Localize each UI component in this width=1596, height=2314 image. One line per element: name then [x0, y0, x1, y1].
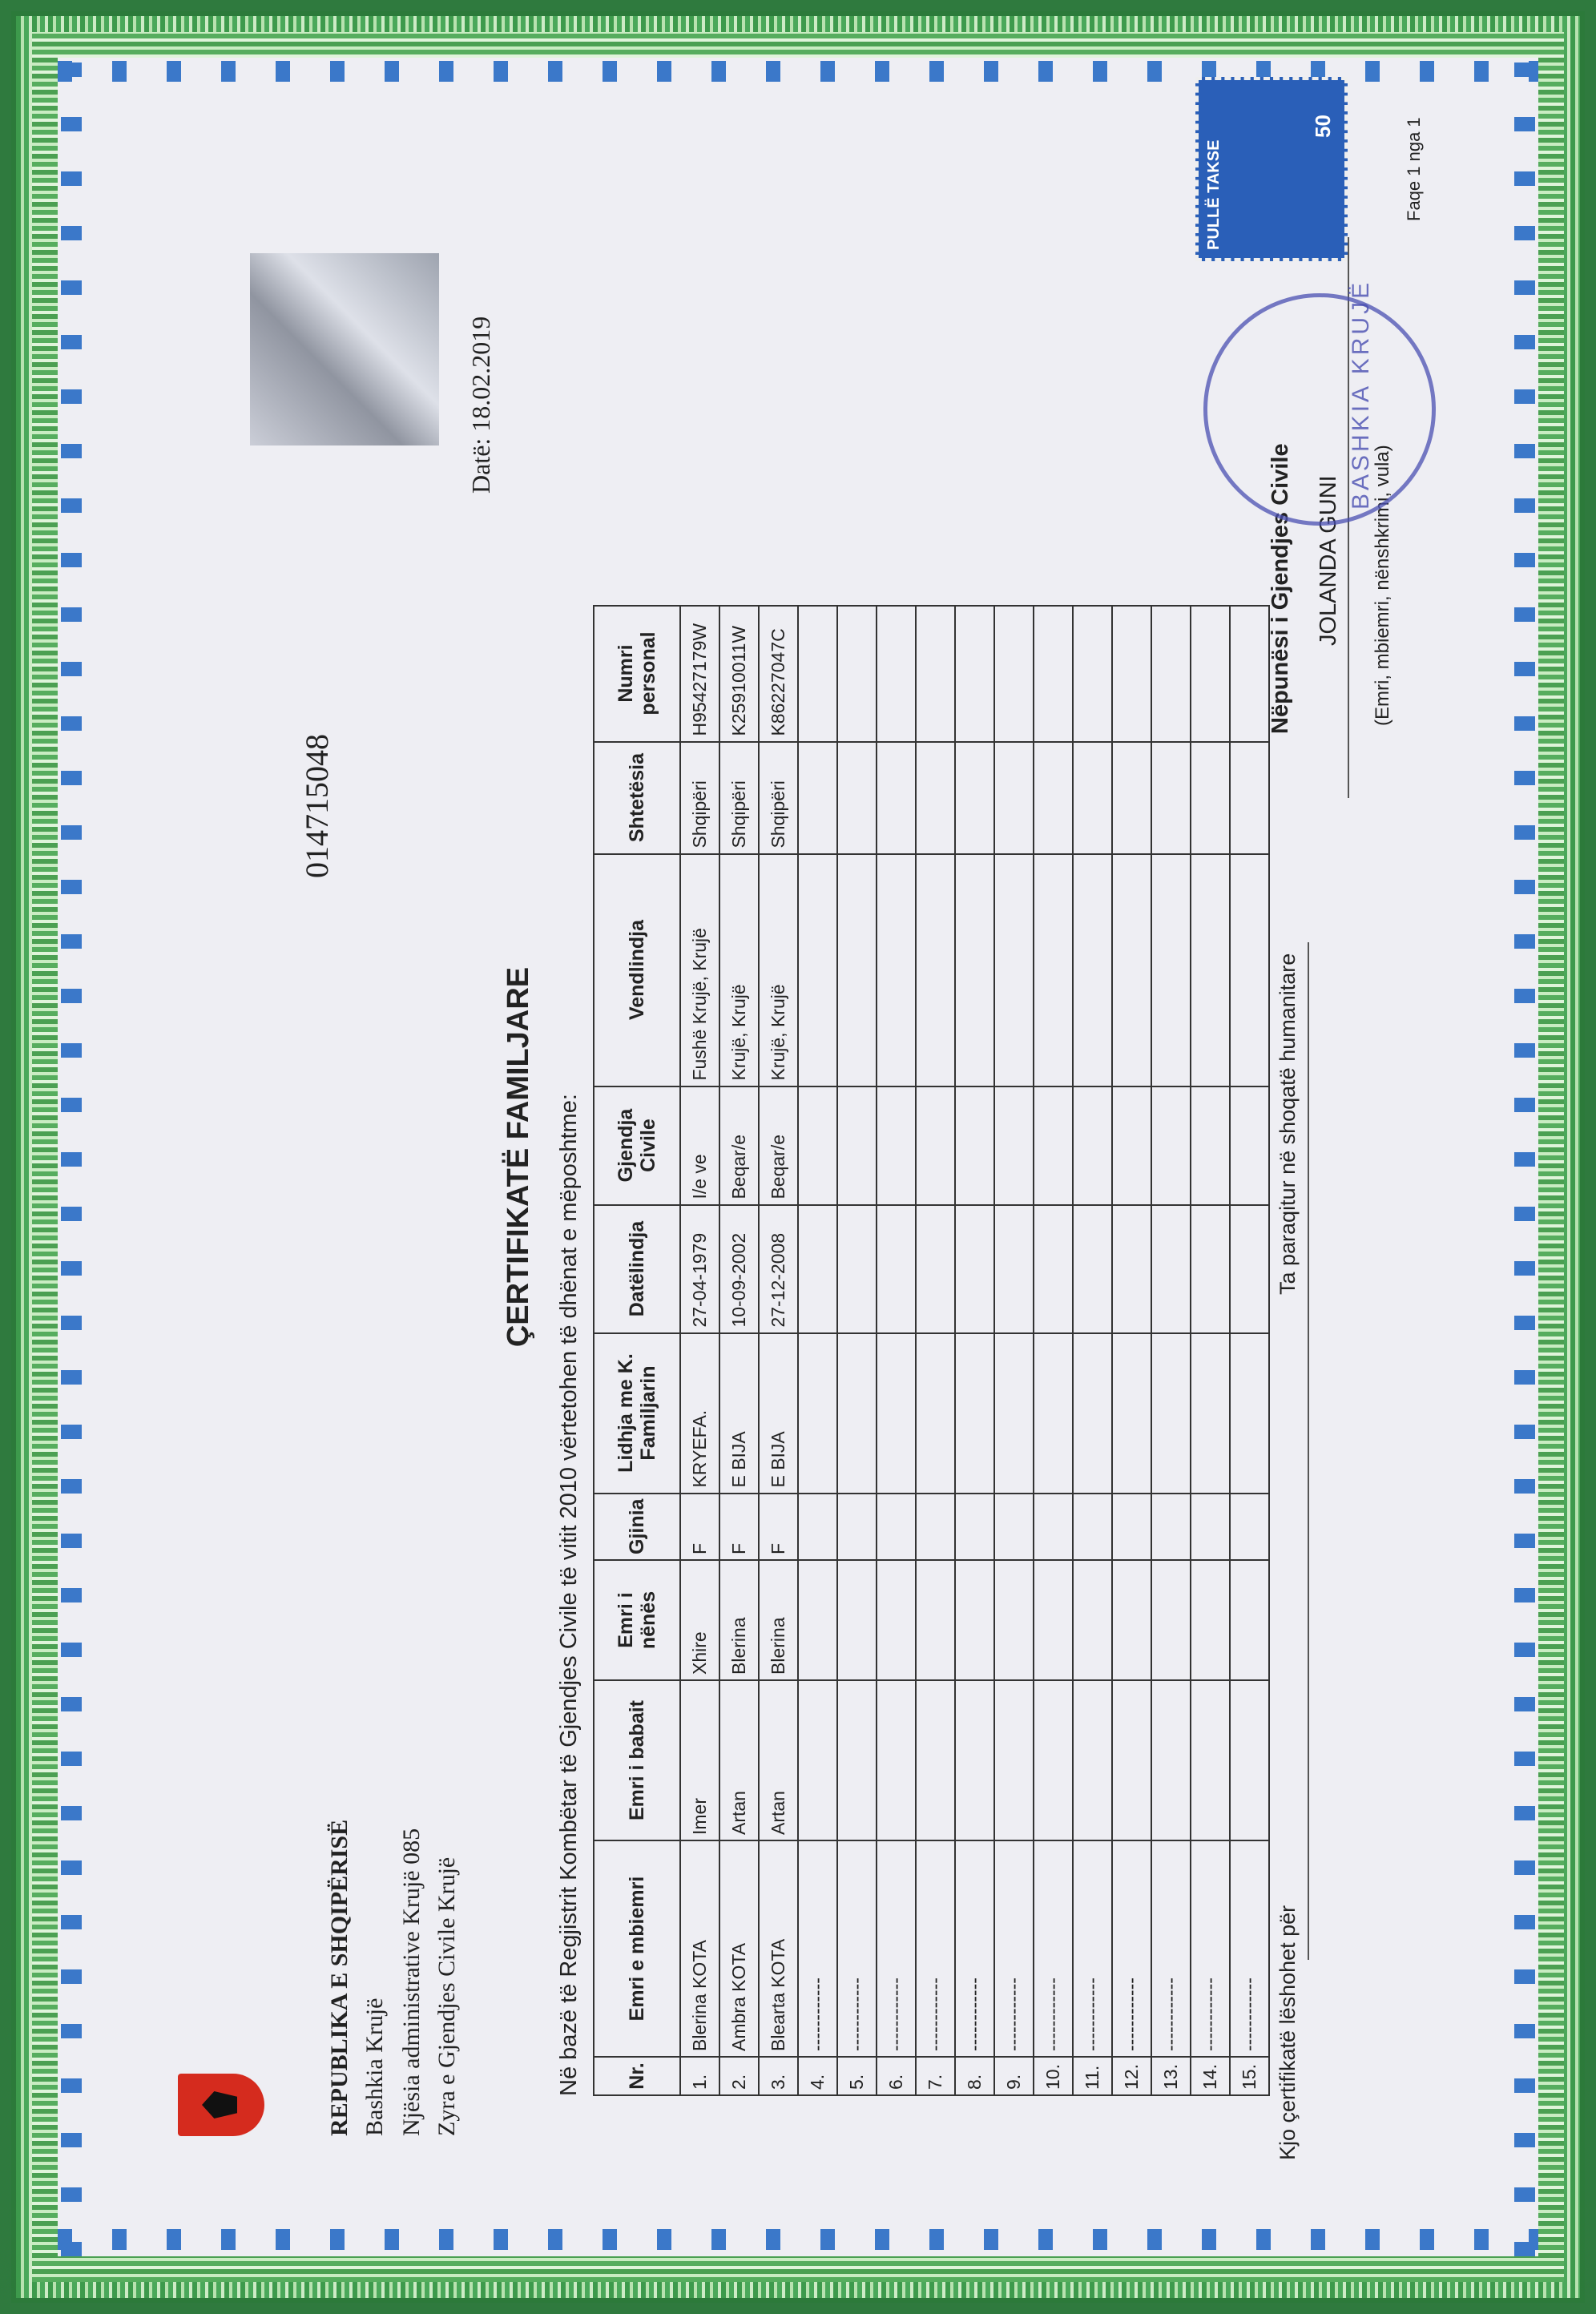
- table-cell: [1151, 1205, 1191, 1333]
- table-body: [680, 606, 1269, 2095]
- table-cell: [798, 1680, 837, 1840]
- table-cell: [1191, 1560, 1230, 1680]
- table-cell: [1191, 606, 1230, 742]
- table-cell: [1191, 742, 1230, 854]
- table-cell: [1230, 1494, 1269, 1560]
- table-cell: Artan: [719, 1680, 759, 1840]
- table-cell: [1230, 1680, 1269, 1840]
- table-cell: [1112, 1086, 1151, 1205]
- table-cell: Xhire: [680, 1560, 719, 1680]
- table-cell: [1230, 854, 1269, 1086]
- table-cell: [916, 1680, 955, 1840]
- table-cell: 27-12-2008: [759, 1205, 798, 1333]
- table-cell: [916, 1086, 955, 1205]
- table-cell: [837, 1494, 877, 1560]
- table-row: [1112, 606, 1151, 2095]
- table-cell: [1230, 1333, 1269, 1494]
- table-row: [994, 606, 1034, 2095]
- table-cell: [1073, 1560, 1112, 1680]
- table-cell: Shqipëri: [719, 742, 759, 854]
- table-cell: [994, 854, 1034, 1086]
- table-cell: Imer: [680, 1680, 719, 1840]
- hologram-sticker: [250, 253, 439, 445]
- table-cell: [1151, 606, 1191, 742]
- table-cell: 1.: [680, 2057, 719, 2095]
- table-cell: [1191, 1680, 1230, 1840]
- table-cell: [798, 854, 837, 1086]
- table-cell: Blearta KOTA: [759, 1840, 798, 2057]
- table-cell: [1034, 1494, 1073, 1560]
- table-cell: [877, 742, 916, 854]
- table-cell: 13.: [1151, 2057, 1191, 2095]
- column-header: Nr.: [594, 2057, 680, 2095]
- table-cell: [1151, 854, 1191, 1086]
- table-cell: 2.: [719, 2057, 759, 2095]
- table-cell: [1230, 1205, 1269, 1333]
- header-njesia: Njësia administrative Krujë 085: [398, 1828, 425, 2136]
- table-cell: Beqar/e: [759, 1086, 798, 1205]
- table-cell: Fushë Krujë, Krujë: [680, 854, 719, 1086]
- issued-for-line: [1308, 942, 1309, 1960]
- table-cell: [1230, 1086, 1269, 1205]
- table-cell: [1034, 854, 1073, 1086]
- table-cell: [1073, 1333, 1112, 1494]
- table-cell: [798, 1205, 837, 1333]
- table-row: [955, 606, 994, 2095]
- table-cell: K86227047C: [759, 606, 798, 742]
- table-cell: Beqar/e: [719, 1086, 759, 1205]
- table-cell: 15.: [1230, 2057, 1269, 2095]
- tax-stamp: [1195, 77, 1348, 261]
- table-cell: [916, 606, 955, 742]
- table-cell: [1073, 1086, 1112, 1205]
- table-cell: [1034, 606, 1073, 742]
- seal-text: BASHKIA KRUJË: [1348, 279, 1374, 510]
- officer-name: JOLANDA GUNI: [1316, 475, 1341, 646]
- column-header: Emri i babait: [594, 1680, 680, 1840]
- column-header: Gjinia: [594, 1494, 680, 1560]
- table-cell: [955, 854, 994, 1086]
- table-cell: [916, 854, 955, 1086]
- table-cell: [1034, 1680, 1073, 1840]
- certificate-content: [58, 58, 1538, 2256]
- table-cell: [955, 742, 994, 854]
- table-cell: Artan: [759, 1680, 798, 1840]
- table-cell: [837, 1333, 877, 1494]
- table-header-row: [594, 606, 680, 2095]
- header-bashkia: Bashkia Krujë: [361, 1998, 388, 2136]
- table-cell: [877, 606, 916, 742]
- table-cell: [877, 1680, 916, 1840]
- table-cell: [994, 1333, 1034, 1494]
- table-cell: [1191, 1205, 1230, 1333]
- table-cell: [1112, 1205, 1151, 1333]
- table-cell: [1112, 854, 1151, 1086]
- table-cell: Krujë, Krujë: [719, 854, 759, 1086]
- table-cell: [994, 1086, 1034, 1205]
- table-cell: 8.: [955, 2057, 994, 2095]
- tax-stamp-value: 50: [1311, 115, 1335, 138]
- page-number: Faqe 1 nga 1: [1404, 117, 1424, 221]
- table-cell: [798, 606, 837, 742]
- table-cell: [837, 1205, 877, 1333]
- table-cell: [837, 1680, 877, 1840]
- table-cell: [955, 1086, 994, 1205]
- table-cell: [1191, 1494, 1230, 1560]
- table-cell: [837, 606, 877, 742]
- table-cell: [916, 1560, 955, 1680]
- table-cell: H95427179W: [680, 606, 719, 742]
- table-cell: Blerina: [719, 1560, 759, 1680]
- table-cell: 12.: [1112, 2057, 1151, 2095]
- table-cell: [994, 1560, 1034, 1680]
- table-cell: [837, 742, 877, 854]
- table-cell: [1151, 1333, 1191, 1494]
- table-cell: ------------: [798, 1840, 837, 2057]
- issue-date: Datë: 18.02.2019: [466, 316, 495, 494]
- table-cell: [955, 1333, 994, 1494]
- issued-for-label: Kjo çertifikatë lëshohet për: [1276, 1905, 1300, 2160]
- header-republic: REPUBLIKA E SHQIPËRISË: [326, 1819, 353, 2136]
- table-cell: [1034, 1560, 1073, 1680]
- table-cell: [1191, 1086, 1230, 1205]
- table-cell: [1191, 854, 1230, 1086]
- table-cell: [955, 1560, 994, 1680]
- table-row: [1151, 606, 1191, 2095]
- table-cell: Shqipëri: [680, 742, 719, 854]
- table-cell: [1034, 1086, 1073, 1205]
- table-cell: [1073, 1205, 1112, 1333]
- table-row: [798, 606, 837, 2095]
- table-cell: F: [680, 1494, 719, 1560]
- table-cell: Shqipëri: [759, 742, 798, 854]
- table-cell: [798, 1494, 837, 1560]
- table-cell: Ambra KOTA: [719, 1840, 759, 2057]
- column-header: Vendlindja: [594, 854, 680, 1086]
- table-row: [1034, 606, 1073, 2095]
- table-cell: Blerina KOTA: [680, 1840, 719, 2057]
- table-cell: [955, 1680, 994, 1840]
- table-row: [916, 606, 955, 2095]
- table-cell: [1073, 1494, 1112, 1560]
- table-cell: Krujë, Krujë: [759, 854, 798, 1086]
- table-cell: 6.: [877, 2057, 916, 2095]
- column-header: Shtetësia: [594, 742, 680, 854]
- table-cell: [1034, 1333, 1073, 1494]
- table-cell: E BIJA: [759, 1333, 798, 1494]
- table-cell: ------------: [1151, 1840, 1191, 2057]
- table-cell: [1230, 742, 1269, 854]
- table-cell: [955, 606, 994, 742]
- table-row: [759, 606, 798, 2095]
- table-cell: [994, 606, 1034, 742]
- table-cell: E BIJA: [719, 1333, 759, 1494]
- table-cell: [1151, 1560, 1191, 1680]
- table-cell: [877, 1560, 916, 1680]
- table-cell: 10-09-2002: [719, 1205, 759, 1333]
- column-header: Numri personal: [594, 606, 680, 742]
- table-cell: [798, 742, 837, 854]
- table-cell: [1073, 742, 1112, 854]
- table-cell: ------------: [1191, 1840, 1230, 2057]
- table-cell: [798, 1333, 837, 1494]
- table-cell: ------------: [877, 1840, 916, 2057]
- table-cell: [798, 1086, 837, 1205]
- signature-note: (Emri, mbiemri, nënshkrimi, vula): [1372, 445, 1393, 726]
- table-cell: [994, 1494, 1034, 1560]
- table-cell: [1151, 1086, 1191, 1205]
- table-row: [719, 606, 759, 2095]
- table-row: [837, 606, 877, 2095]
- table-cell: 5.: [837, 2057, 877, 2095]
- table-cell: [916, 742, 955, 854]
- tax-stamp-label: PULLË TAKSE: [1205, 139, 1223, 250]
- table-cell: KRYEFA.: [680, 1333, 719, 1494]
- table-cell: ------------: [955, 1840, 994, 2057]
- table-row: [1073, 606, 1112, 2095]
- document-title: ÇERTIFIKATË FAMILJARE: [502, 966, 535, 1348]
- column-header: Emri e mbiemri: [594, 1840, 680, 2057]
- table-cell: 14.: [1191, 2057, 1230, 2095]
- table-cell: [877, 1205, 916, 1333]
- table-cell: 9.: [994, 2057, 1034, 2095]
- table-cell: ------------: [1073, 1840, 1112, 2057]
- table-cell: 10.: [1034, 2057, 1073, 2095]
- table-cell: [994, 1680, 1034, 1840]
- table-cell: [1151, 1680, 1191, 1840]
- table-cell: [1034, 742, 1073, 854]
- table-cell: [837, 1560, 877, 1680]
- table-cell: ------------: [1034, 1840, 1073, 2057]
- table-cell: [877, 1333, 916, 1494]
- table-cell: F: [719, 1494, 759, 1560]
- serial-number: 014715048: [299, 734, 335, 878]
- table-cell: [955, 1205, 994, 1333]
- table-cell: [837, 1086, 877, 1205]
- table-cell: [798, 1560, 837, 1680]
- table-cell: [837, 854, 877, 1086]
- column-header: Emri i nënës: [594, 1560, 680, 1680]
- table-cell: [955, 1494, 994, 1560]
- table-row: [1191, 606, 1230, 2095]
- table-cell: [916, 1494, 955, 1560]
- albania-emblem-icon: [178, 2074, 264, 2136]
- table-cell: ------------: [994, 1840, 1034, 2057]
- column-header: Lidhja me K. Familjarin: [594, 1333, 680, 1494]
- issued-purpose: Ta paraqitur në shoqatë humanitare: [1276, 953, 1300, 1295]
- table-row: [1230, 606, 1269, 2095]
- table-cell: [1230, 1560, 1269, 1680]
- table-cell: [1151, 742, 1191, 854]
- table-row: [680, 606, 719, 2095]
- column-header: Datëlindja: [594, 1205, 680, 1333]
- table-cell: 11.: [1073, 2057, 1112, 2095]
- officer-title: Nëpunësi i Gjendjes Civile: [1268, 443, 1293, 734]
- table-cell: [1112, 742, 1151, 854]
- table-cell: [994, 1205, 1034, 1333]
- table-cell: K25910011W: [719, 606, 759, 742]
- table-cell: [1112, 1494, 1151, 1560]
- table-cell: 7.: [916, 2057, 955, 2095]
- table-cell: ------------: [1112, 1840, 1151, 2057]
- table-cell: 27-04-1979: [680, 1205, 719, 1333]
- intro-text: Në bazë të Regjistrit Kombëtar të Gjendjes Civile të vitit 2010 vërtetohen të dhënat e mëposhtme:: [556, 1094, 582, 2096]
- table-cell: [1073, 1680, 1112, 1840]
- table-cell: [1034, 1205, 1073, 1333]
- table-cell: [877, 1494, 916, 1560]
- table-cell: [916, 1333, 955, 1494]
- table-cell: [1151, 1494, 1191, 1560]
- table-cell: [1191, 1333, 1230, 1494]
- table-cell: [994, 742, 1034, 854]
- family-table: [593, 605, 1270, 2096]
- column-header: Gjendja Civile: [594, 1086, 680, 1205]
- table-cell: [1230, 606, 1269, 742]
- table-cell: [916, 1205, 955, 1333]
- table-cell: ------------: [916, 1840, 955, 2057]
- table-cell: [1112, 1333, 1151, 1494]
- table-cell: ------------: [837, 1840, 877, 2057]
- table-cell: [1073, 606, 1112, 742]
- table-cell: 4.: [798, 2057, 837, 2095]
- table-cell: [1073, 854, 1112, 1086]
- table-row: [877, 606, 916, 2095]
- table-cell: [1112, 1680, 1151, 1840]
- table-cell: Blerina: [759, 1560, 798, 1680]
- table-cell: [877, 854, 916, 1086]
- table-cell: [1112, 606, 1151, 742]
- table-cell: ------------: [1230, 1840, 1269, 2057]
- table-cell: 3.: [759, 2057, 798, 2095]
- table-cell: [1112, 1560, 1151, 1680]
- official-seal-stamp: [1203, 293, 1436, 526]
- table-cell: I/e ve: [680, 1086, 719, 1205]
- table-cell: F: [759, 1494, 798, 1560]
- header-zyra: Zyra e Gjendjes Civile Krujë: [433, 1856, 460, 2136]
- table-cell: [877, 1086, 916, 1205]
